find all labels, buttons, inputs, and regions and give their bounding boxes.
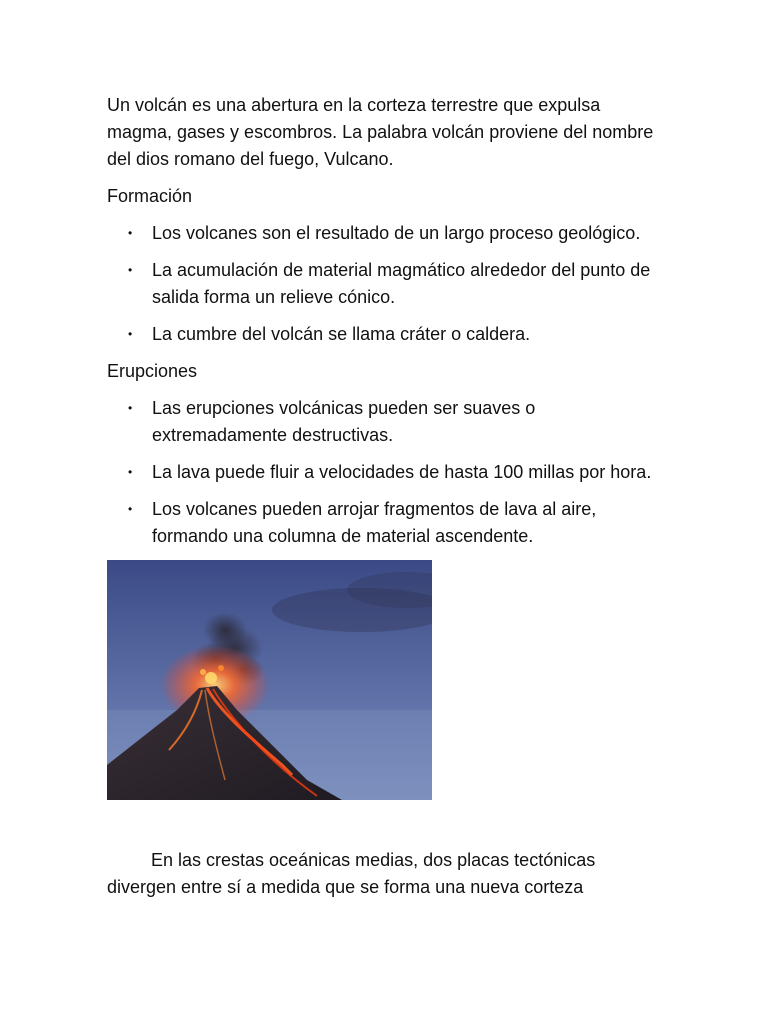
document-page [107, 92, 667, 911]
list-item-text: La cumbre del volcán se llama cráter o caldera. [152, 324, 531, 344]
list-item-text: Los volcanes son el resultado de un largo proceso geológico. [152, 223, 641, 243]
list-item [107, 257, 667, 311]
list-item [107, 395, 667, 449]
bullet-icon: • [128, 327, 133, 341]
intro-paragraph: Un volcán es una abertura en la corteza terrestre que expulsa magma, gases y escombros. La palabra volcán proviene del nombre del dios romano del fuego, Vulcano. [107, 95, 654, 169]
list-item [107, 321, 667, 348]
list-item [107, 459, 667, 486]
formacion-list [107, 220, 667, 348]
bullet-icon: • [128, 263, 133, 277]
list-item [107, 496, 667, 550]
bullet-icon: • [128, 401, 133, 415]
bullet-icon: • [128, 226, 133, 240]
list-item-text: Las erupciones volcánicas pueden ser suaves o extremadamente destructivas. [152, 398, 536, 445]
closing-paragraph: En las crestas oceánicas medias, dos placas tectónicas divergen entre sí a medida que se forma una nueva corteza [107, 850, 596, 897]
list-item-text: La acumulación de material magmático alrededor del punto de salida forma un relieve cónico. [152, 260, 651, 307]
erupciones-list [107, 395, 667, 550]
bullet-icon: • [128, 465, 133, 479]
volcano-photo [107, 560, 432, 800]
section-heading-erupciones: Erupciones [107, 361, 198, 381]
section-heading-formacion: Formación [107, 186, 193, 206]
bullet-icon: • [128, 502, 133, 516]
list-item [107, 220, 667, 247]
list-item-text: La lava puede fluir a velocidades de hasta 100 millas por hora. [152, 462, 652, 482]
erupting-volcano-photo-icon [107, 560, 432, 800]
list-item-text: Los volcanes pueden arrojar fragmentos de lava al aire, formando una columna de material ascendente. [152, 499, 597, 546]
